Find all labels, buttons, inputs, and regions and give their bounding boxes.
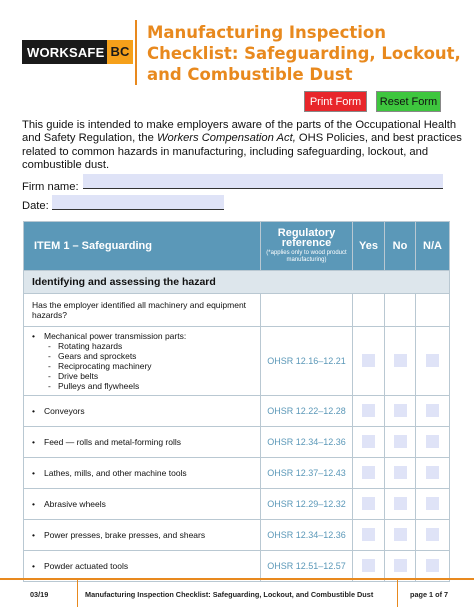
no-header: No — [385, 222, 416, 271]
na-checkbox[interactable] — [426, 497, 439, 510]
no-checkbox[interactable] — [394, 404, 407, 417]
reg-header-note: (*applies only to wood product manufacturing) — [266, 250, 347, 263]
bullet-icon: • — [32, 530, 35, 540]
item-header: ITEM 1 – Safeguarding — [24, 222, 261, 271]
item-label: Feed — rolls and metal-forming rolls — [44, 437, 181, 447]
dash-icon: - — [48, 361, 51, 371]
yes-checkbox[interactable] — [362, 559, 375, 572]
regulatory-reference-header — [261, 222, 353, 271]
regulation-reference: OHSR 12.29–12.32 — [261, 489, 353, 520]
intro-paragraph — [22, 119, 462, 173]
intro-act-name: Workers Compensation Act, — [156, 132, 296, 145]
table-row — [24, 396, 450, 427]
na-header: N/A — [416, 222, 450, 271]
no-checkbox[interactable] — [394, 497, 407, 510]
na-checkbox[interactable] — [426, 354, 439, 367]
dash-icon: - — [48, 341, 51, 351]
table-row — [24, 489, 450, 520]
table-header-row — [24, 222, 450, 271]
reg-header-label: Regulatory reference — [277, 227, 336, 249]
yes-checkbox[interactable] — [362, 466, 375, 479]
yes-header: Yes — [353, 222, 385, 271]
yes-checkbox[interactable] — [362, 497, 375, 510]
na-checkbox[interactable] — [426, 528, 439, 541]
item-description — [24, 327, 261, 396]
regulation-reference: OHSR 12.34–12.36 — [261, 427, 353, 458]
bullet-icon: • — [32, 561, 35, 571]
logo-bc: BC — [107, 40, 132, 64]
na-checkbox[interactable] — [426, 404, 439, 417]
yes-checkbox[interactable] — [362, 435, 375, 448]
no-checkbox[interactable] — [394, 435, 407, 448]
bullet-icon: • — [32, 468, 35, 478]
section-row — [24, 271, 450, 294]
no-checkbox[interactable] — [394, 466, 407, 479]
item-label: Powder actuated tools — [44, 561, 129, 571]
reset-form-button[interactable]: Reset Form — [376, 91, 441, 112]
no-checkbox[interactable] — [394, 354, 407, 367]
regulation-reference: OHSR 12.22–12.28 — [261, 396, 353, 427]
page-title: Manufacturing Inspection Checklist: Safeguarding, Lockout, and Combustible Dust — [147, 23, 461, 84]
question-text: Has the employer identified all machinery and equipment hazards? — [24, 294, 261, 327]
safeguarding-checklist-table — [23, 221, 450, 582]
footer-date: 03/19 — [30, 590, 49, 599]
table-row — [24, 458, 450, 489]
regulation-reference: OHSR 12.34–12.36 — [261, 520, 353, 551]
bullet-icon: • — [32, 331, 35, 341]
intro-text-2: OHS Policies, and best practices related to common hazards in manufacturing, including safeguarding, lockout, and combustible dust. — [22, 132, 462, 172]
yes-checkbox[interactable] — [362, 354, 375, 367]
no-checkbox[interactable] — [394, 528, 407, 541]
item-label: Conveyors — [44, 406, 85, 416]
sub-item: Rotating hazards — [58, 341, 123, 351]
regulation-reference: OHSR 12.16–12.21 — [261, 327, 353, 396]
dash-icon: - — [48, 371, 51, 381]
firm-name-label: Firm name: — [22, 181, 79, 193]
na-checkbox[interactable] — [426, 559, 439, 572]
footer-title: Manufacturing Inspection Checklist: Safeguarding, Lockout, and Combustible Dust — [85, 590, 374, 599]
item-label: Power presses, brake presses, and shears — [44, 530, 206, 540]
title-divider — [135, 20, 137, 85]
print-form-button[interactable]: Print Form — [304, 91, 367, 112]
regulation-reference: OHSR 12.37–12.43 — [261, 458, 353, 489]
footer-divider — [77, 580, 78, 607]
footer-divider — [397, 580, 398, 607]
table-row — [24, 520, 450, 551]
na-checkbox[interactable] — [426, 435, 439, 448]
dash-icon: - — [48, 381, 51, 391]
footer-page-number: page 1 of 7 — [410, 590, 449, 599]
intro-text-1: This guide is intended to make employers aware of the parts of the Occupational Health and Safety Regulation, the — [22, 119, 457, 145]
logo-safe: SAFE — [68, 44, 105, 60]
item-label: Mechanical power transmission parts: — [44, 331, 187, 341]
item-label: Lathes, mills, and other machine tools — [44, 468, 187, 478]
yes-checkbox[interactable] — [362, 404, 375, 417]
section-title: Identifying and assessing the hazard — [24, 271, 450, 294]
sub-item: Drive belts — [58, 371, 99, 381]
sub-item: Reciprocating machinery — [58, 361, 152, 371]
no-checkbox[interactable] — [394, 559, 407, 572]
question-row — [24, 294, 450, 327]
logo-work: WORK — [27, 44, 69, 60]
footer-rule — [0, 578, 474, 580]
item-label: Abrasive wheels — [44, 499, 106, 509]
worksafebc-logo — [22, 40, 130, 64]
date-label: Date: — [22, 200, 49, 212]
sub-item: Pulleys and flywheels — [58, 381, 140, 391]
table-row — [24, 551, 450, 582]
dash-icon: - — [48, 351, 51, 361]
table-row — [24, 327, 450, 396]
firm-name-input[interactable] — [83, 174, 443, 189]
na-checkbox[interactable] — [426, 466, 439, 479]
table-row — [24, 427, 450, 458]
sub-item: Gears and sprockets — [58, 351, 137, 361]
yes-checkbox[interactable] — [362, 528, 375, 541]
bullet-icon: • — [32, 406, 35, 416]
bullet-icon: • — [32, 499, 35, 509]
date-input[interactable] — [52, 195, 224, 210]
bullet-icon: • — [32, 437, 35, 447]
regulation-reference: OHSR 12.51–12.57 — [261, 551, 353, 582]
